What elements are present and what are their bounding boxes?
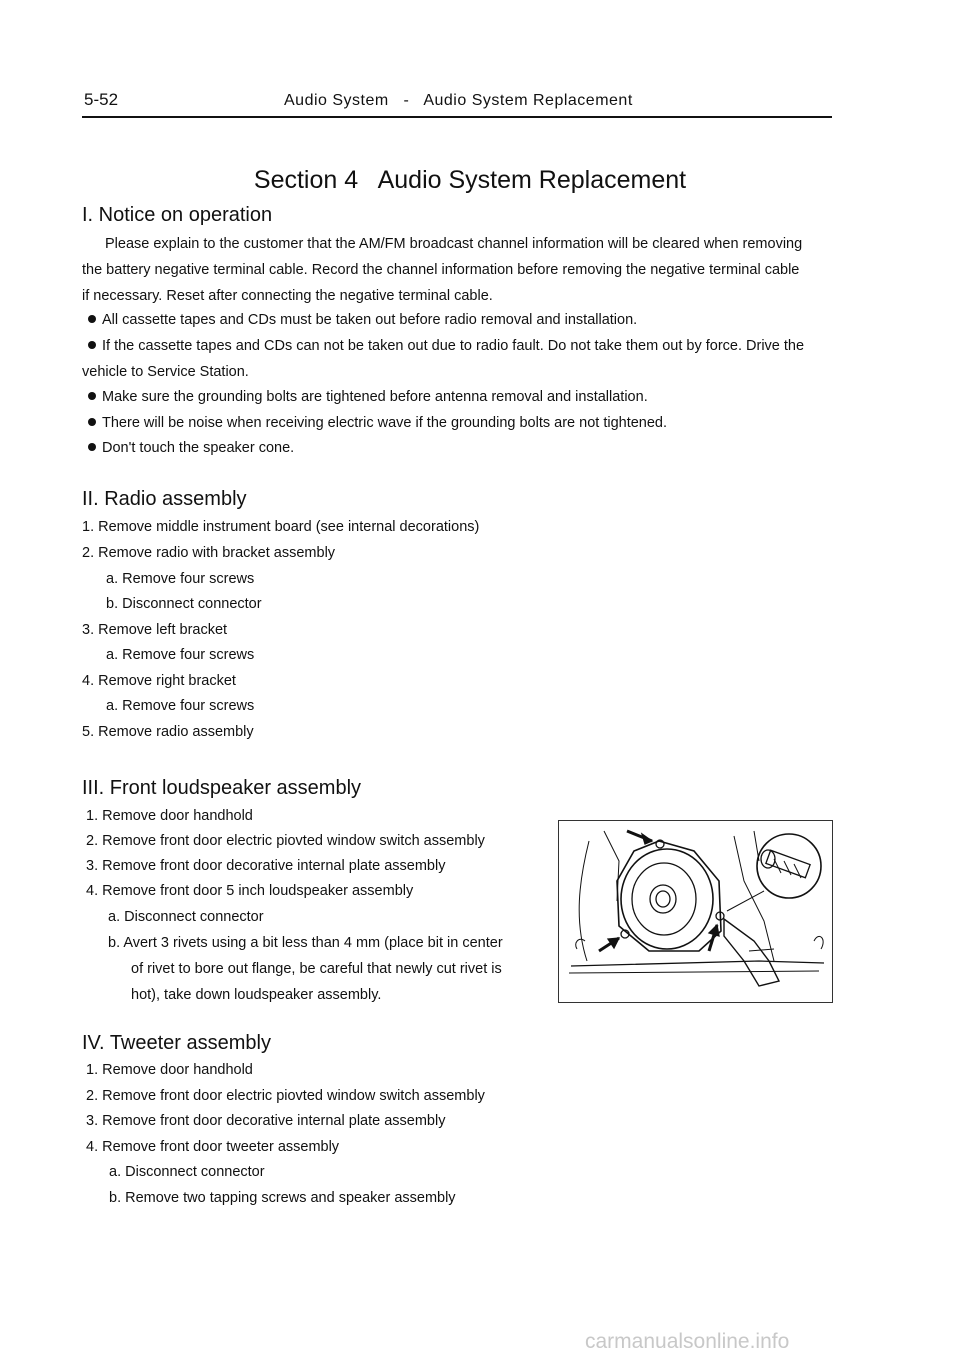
- tweeter-heading: IV. Tweeter assembly: [82, 1032, 271, 1054]
- notice-bullet: Don't touch the speaker cone.: [88, 440, 294, 456]
- radio-substep: a. Remove four screws: [106, 647, 255, 663]
- page-number: 5-52: [84, 90, 119, 109]
- radio-step: 1. Remove middle instrument board (see internal decorations): [82, 519, 480, 535]
- front-speaker-substep: a. Disconnect connector: [108, 909, 264, 925]
- radio-step: 3. Remove left bracket: [82, 622, 228, 638]
- radio-substep: b. Disconnect connector: [106, 596, 262, 612]
- front-speaker-step: 4. Remove front door 5 inch loudspeaker assembly: [86, 883, 414, 899]
- notice-paragraph-line: Please explain to the customer that the AM/FM broadcast channel information will be cleared when removing: [105, 236, 803, 252]
- watermark-text: carmanualsonline.info: [585, 1330, 790, 1353]
- radio-step: 5. Remove radio assembly: [82, 724, 254, 740]
- front-speaker-substep: b. Avert 3 rivets using a bit less than 4 mm (place bit in center: [108, 935, 503, 951]
- loudspeaker-removal-illustration: [558, 820, 833, 1003]
- front-speaker-substep-continuation: hot), take down loudspeaker assembly.: [131, 987, 382, 1003]
- tweeter-step: 3. Remove front door decorative internal plate assembly: [86, 1113, 446, 1129]
- front-speaker-substep-continuation: of rivet to bore out flange, be careful that newly cut rivet is: [131, 961, 502, 977]
- front-speaker-heading: III. Front loudspeaker assembly: [82, 777, 362, 799]
- section-title: Section 4 Audio System Replacement: [253, 166, 687, 194]
- front-speaker-step: 3. Remove front door decorative internal plate assembly: [86, 858, 446, 874]
- tweeter-step: 1. Remove door handhold: [86, 1062, 253, 1078]
- radio-substep: a. Remove four screws: [106, 698, 255, 714]
- front-speaker-step: 2. Remove front door electric piovted window switch assembly: [86, 833, 485, 849]
- radio-step: 4. Remove right bracket: [82, 673, 236, 689]
- tweeter-step: 4. Remove front door tweeter assembly: [86, 1139, 340, 1155]
- radio-step: 2. Remove radio with bracket assembly: [82, 545, 336, 561]
- notice-bullet: There will be noise when receiving electric wave if the grounding bolts are not tightened.: [88, 415, 667, 431]
- header-rule: [82, 116, 832, 118]
- tweeter-step: 2. Remove front door electric piovted window switch assembly: [86, 1088, 485, 1104]
- notice-heading: I. Notice on operation: [82, 204, 273, 226]
- running-header: Audio System - Audio System Replacement: [284, 92, 633, 109]
- notice-bullet: Make sure the grounding bolts are tightened before antenna removal and installation.: [88, 389, 648, 405]
- notice-bullet: All cassette tapes and CDs must be taken out before radio removal and installation.: [88, 312, 637, 328]
- notice-bullet-continuation: vehicle to Service Station.: [82, 364, 249, 380]
- notice-bullet: If the cassette tapes and CDs can not be taken out due to radio fault. Do not take them out by force. Drive the: [88, 338, 804, 354]
- radio-substep: a. Remove four screws: [106, 571, 255, 587]
- notice-paragraph-line: the battery negative terminal cable. Record the channel information before removing the negative terminal cable: [82, 262, 800, 278]
- front-speaker-step: 1. Remove door handhold: [86, 808, 253, 824]
- radio-heading: II. Radio assembly: [82, 488, 247, 510]
- tweeter-substep: b. Remove two tapping screws and speaker assembly: [109, 1190, 456, 1206]
- notice-paragraph-line: if necessary. Reset after connecting the negative terminal cable.: [82, 288, 493, 304]
- tweeter-substep: a. Disconnect connector: [109, 1164, 265, 1180]
